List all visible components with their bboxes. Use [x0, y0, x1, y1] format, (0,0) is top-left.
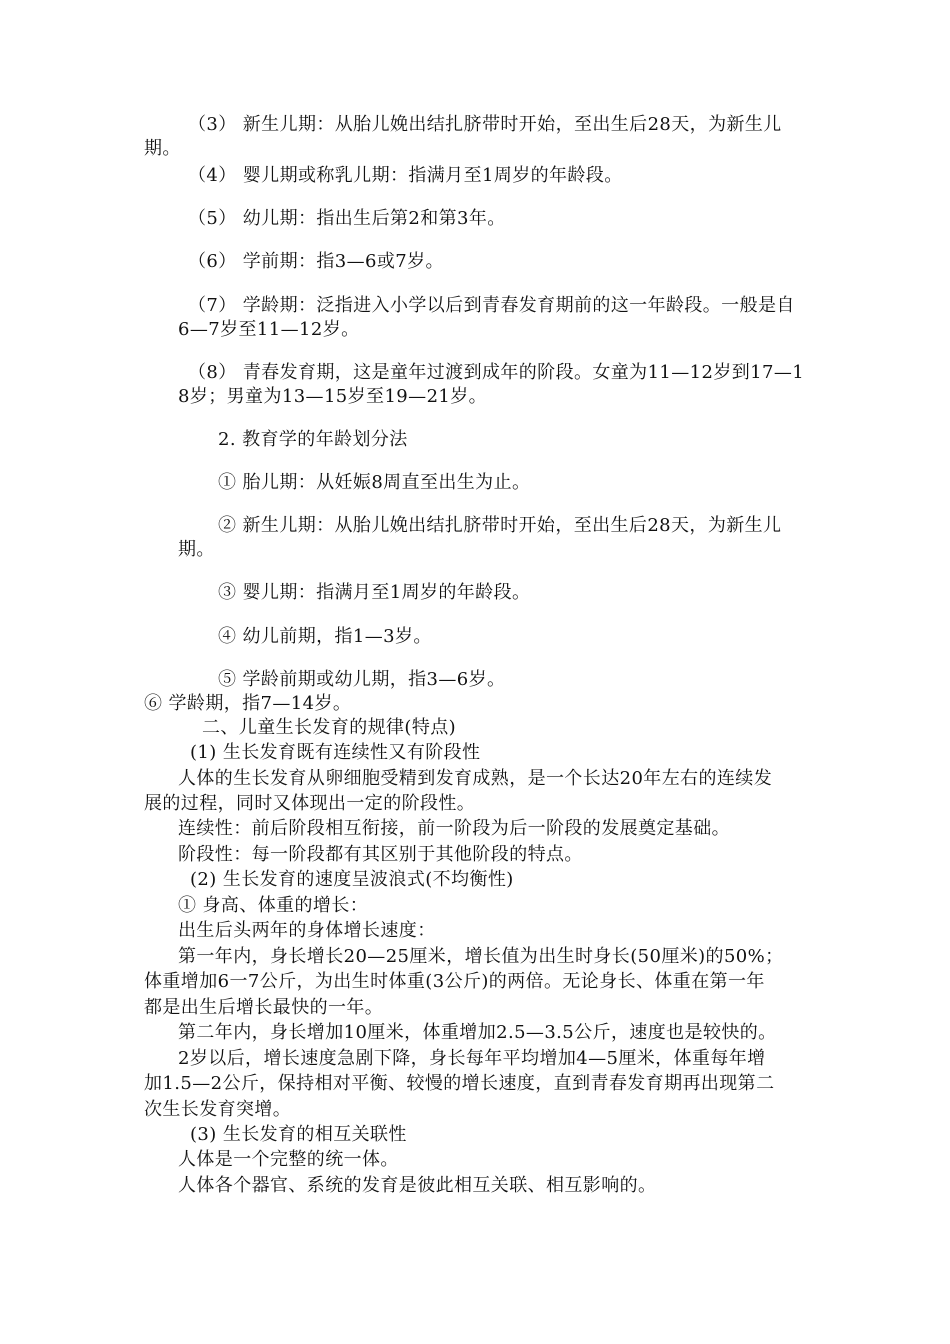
rule-1-para-line2: 展的过程，同时又体现出一定的阶段性。 — [144, 793, 476, 814]
edu-item-5: ⑤ 学龄前期或幼儿期，指3—6岁。 — [218, 669, 506, 690]
edu-item-6: ⑥ 学龄期，指7—14岁。 — [144, 693, 352, 714]
para-8-puberty-line1: （8） 青春发育期，这是童年过渡到成年的阶段。女童为11—12岁到17—1 — [188, 362, 805, 383]
edu-item-1: ① 胎儿期：从妊娠8周直至出生为止。 — [218, 472, 531, 493]
edu-item-3: ③ 婴儿期：指满月至1周岁的年龄段。 — [218, 582, 531, 603]
height-weight-heading: ① 身高、体重的增长： — [178, 895, 369, 916]
para-3-newborn-line2: 期。 — [144, 138, 181, 159]
para-3-newborn-line1: （3） 新生儿期：从胎儿娩出结扎脐带时开始，至出生后28天，为新生儿 — [188, 114, 782, 135]
continuity-definition: 连续性：前后阶段相互衔接，前一阶段为后一阶段的发展奠定基础。 — [178, 818, 730, 839]
para-4-infant: （4） 婴儿期或称乳儿期：指满月至1周岁的年龄段。 — [188, 165, 623, 186]
section-2-heading: 2. 教育学的年龄划分法 — [218, 429, 408, 450]
edu-item-2-line1: ② 新生儿期：从胎儿娩出结扎脐带时开始，至出生后28天，为新生儿 — [218, 515, 782, 536]
after-two-line2: 加1.5—2公斤，保持相对平衡、较慢的增长速度，直到青春发育期再出现第二 — [144, 1073, 775, 1094]
rule-3-heading: (3) 生长发育的相互关联性 — [190, 1124, 407, 1145]
para-5-toddler: （5） 幼儿期：指出生后第2和第3年。 — [188, 208, 506, 229]
first-year-line2: 体重增加6一7公斤，为出生时体重(3公斤)的两倍。无论身长、体重在第一年 — [144, 971, 765, 992]
para-7-school-line1: （7） 学龄期：泛指进入小学以后到青春发育期前的这一年龄段。一般是自 — [188, 295, 795, 316]
first-year-line1: 第一年内，身长增长20—25厘米，增长值为出生时身长(50厘米)的50%； — [178, 946, 784, 967]
stage-definition: 阶段性：每一阶段都有其区别于其他阶段的特点。 — [178, 844, 583, 865]
second-year: 第二年内，身长增加10厘米，体重增加2.5—3.5公斤，速度也是较快的。 — [178, 1022, 777, 1043]
after-two-line3: 次生长发育突增。 — [144, 1099, 292, 1120]
section-heading-growth-rules: 二、儿童生长发育的规律(特点) — [202, 717, 457, 738]
para-7-school-line2: 6—7岁至11—12岁。 — [178, 319, 360, 340]
organs-interrelated: 人体各个器官、系统的发育是彼此相互关联、相互影响的。 — [178, 1175, 657, 1196]
first-year-line3: 都是出生后增长最快的一年。 — [144, 997, 384, 1018]
edu-item-2-line2: 期。 — [178, 539, 215, 560]
para-8-puberty-line2: 8岁；男童为13—15岁至19—21岁。 — [178, 386, 488, 407]
edu-item-4: ④ 幼儿前期，指1—3岁。 — [218, 626, 432, 647]
rule-1-para-line1: 人体的生长发育从卵细胞受精到发育成熟，是一个长达20年左右的连续发 — [178, 768, 773, 789]
para-6-preschool: （6） 学前期：指3—6或7岁。 — [188, 251, 444, 272]
rule-1-heading: (1) 生长发育既有连续性又有阶段性 — [190, 742, 481, 763]
first-two-years-heading: 出生后头两年的身体增长速度： — [178, 920, 436, 941]
unity-statement: 人体是一个完整的统一体。 — [178, 1149, 399, 1170]
rule-2-heading: (2) 生长发育的速度呈波浪式(不均衡性) — [190, 869, 514, 890]
after-two-line1: 2岁以后，增长速度急剧下降，身长每年平均增加4—5厘米，体重每年增 — [178, 1048, 766, 1069]
